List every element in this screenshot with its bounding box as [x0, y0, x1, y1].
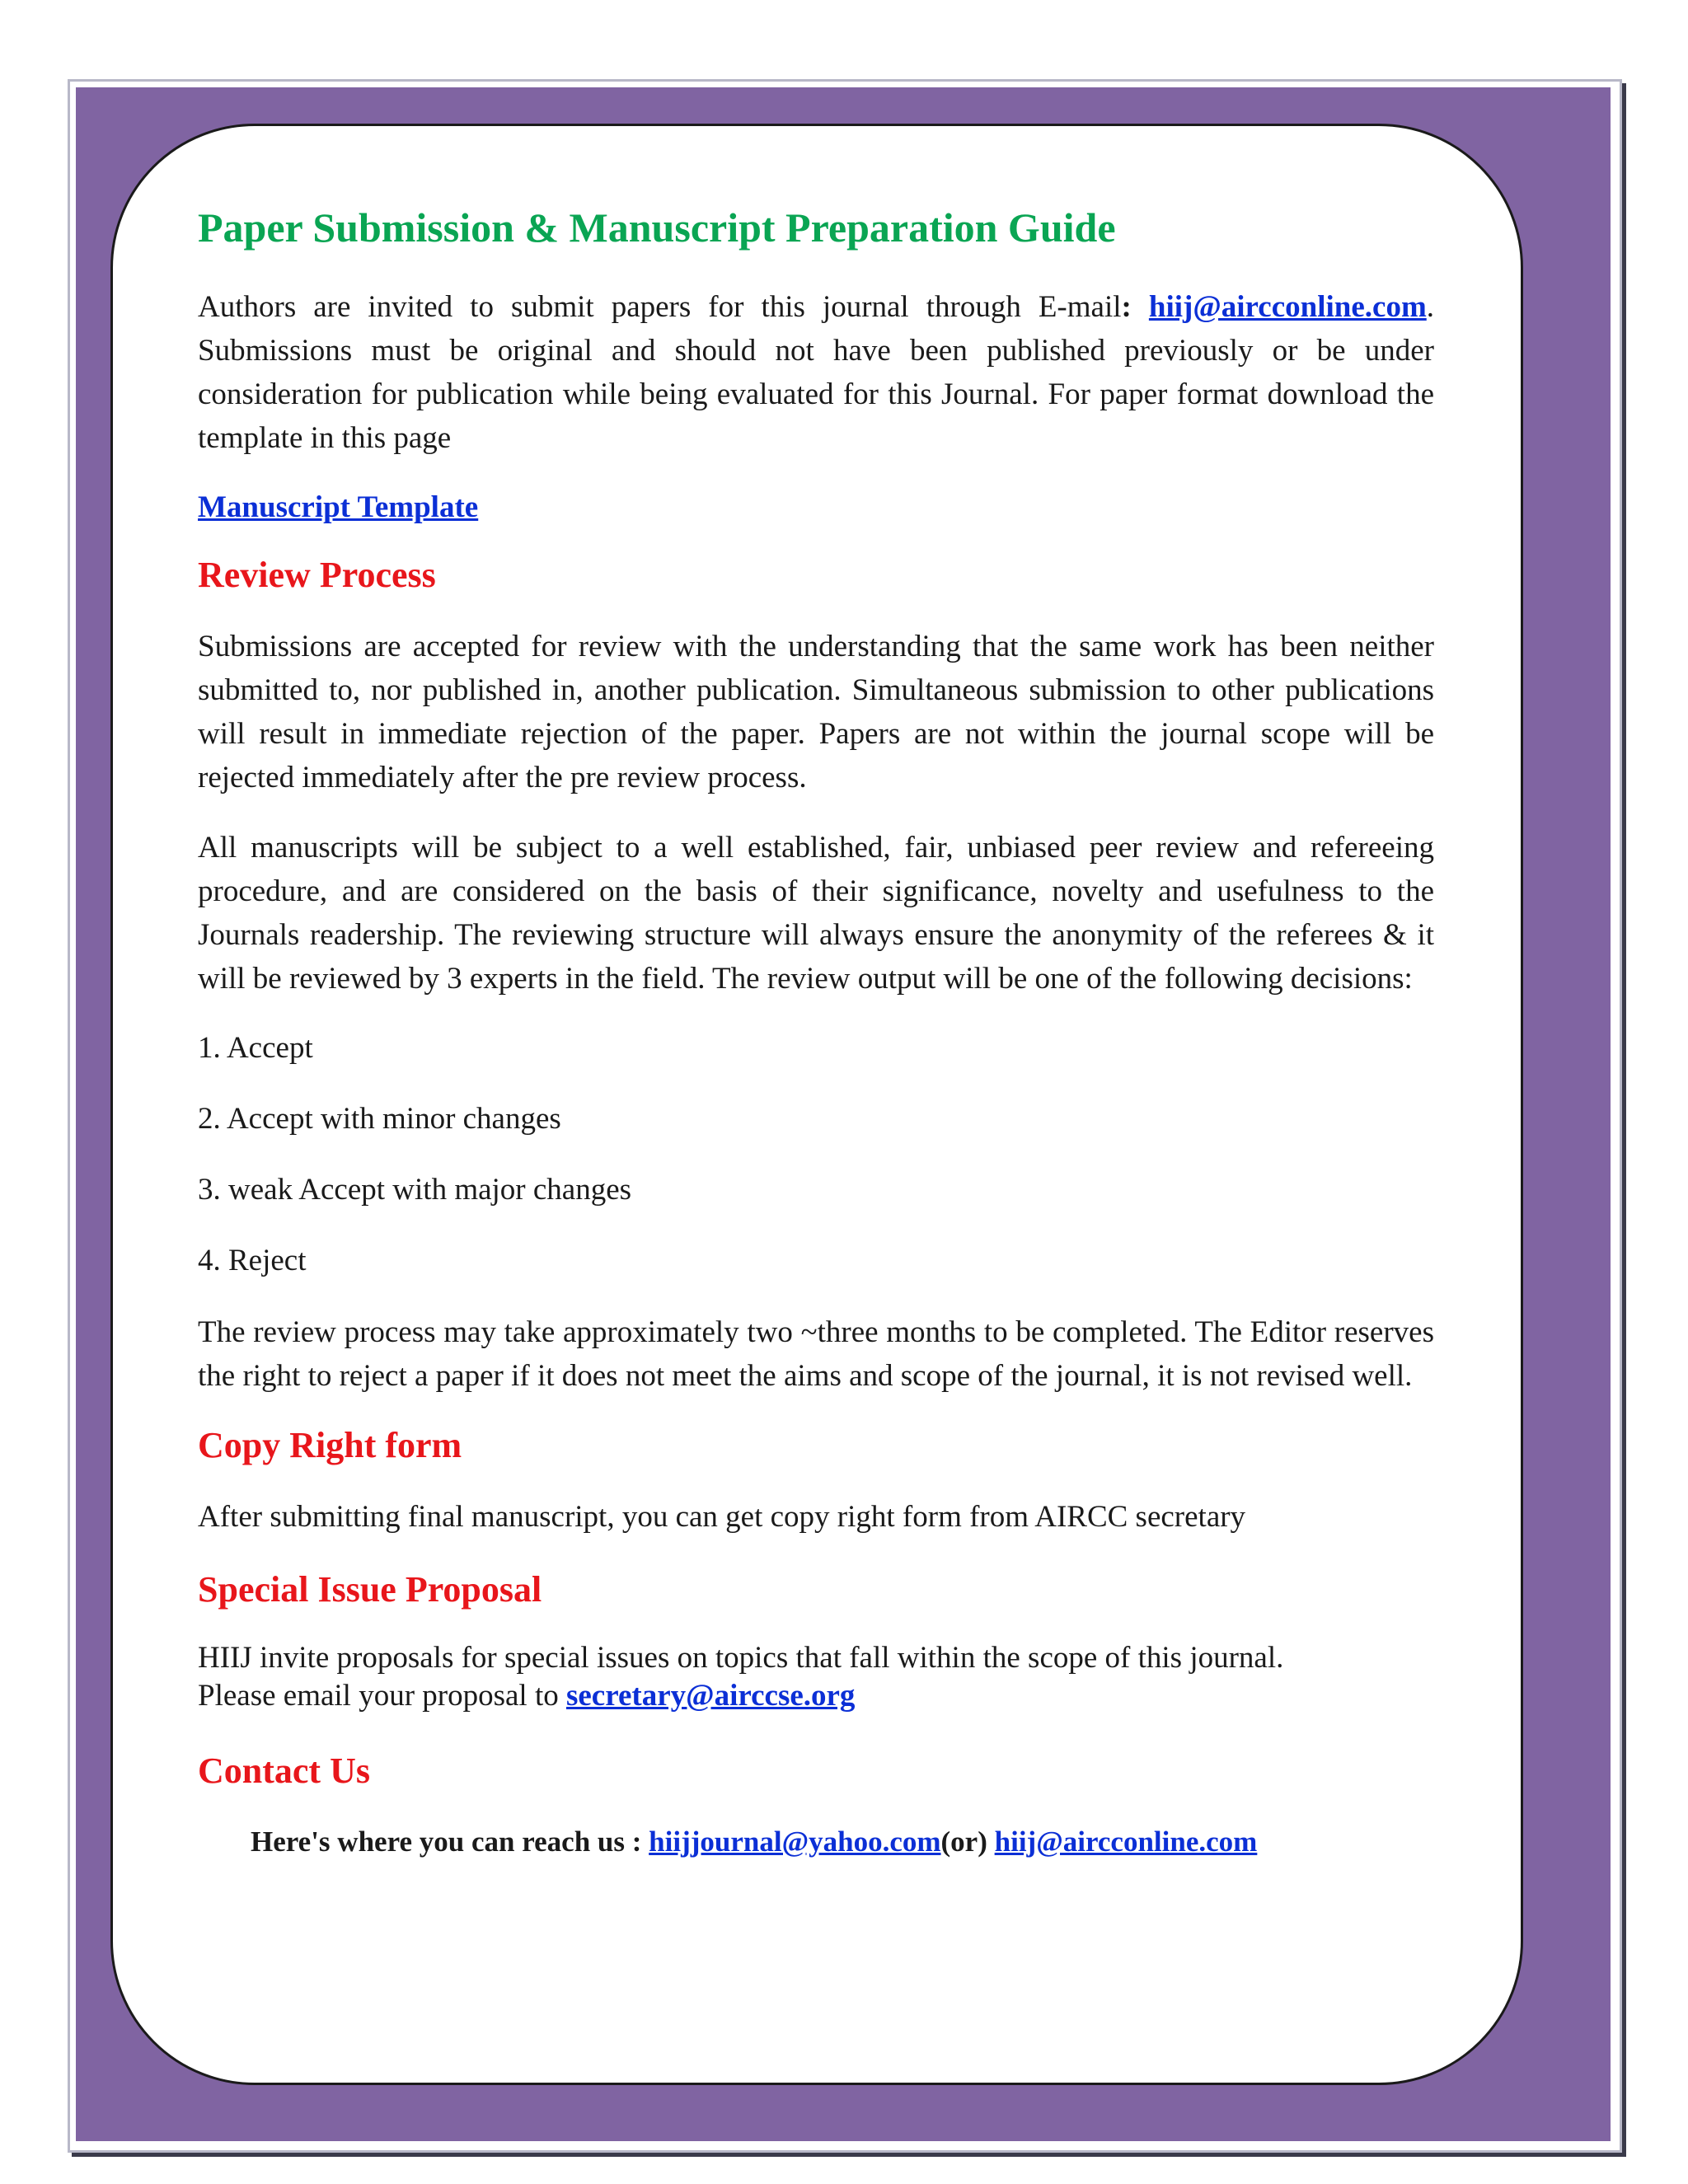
- template-link-row: [198, 486, 1434, 529]
- decision-item: 2. Accept with minor changes: [198, 1102, 561, 1136]
- special-issue-prefix: Please email your proposal to: [198, 1679, 566, 1713]
- yahoo-email-link[interactable]: hiijjournal@yahoo.com: [649, 1825, 941, 1858]
- special-issue-text: [198, 1639, 1434, 1715]
- contact-us-heading: Contact Us: [198, 1750, 370, 1791]
- manuscript-template-link[interactable]: Manuscript Template: [198, 490, 479, 524]
- decision-item: 1. Accept: [198, 1031, 313, 1065]
- review-paragraph-3: The review process may take approximately two ~three months to be completed. The Editor reserves the right to reject a paper if it does not meet the aims and scope of the journal, it is not revised well.: [198, 1315, 1434, 1393]
- contact-line: [251, 1821, 1434, 1863]
- decision-item: 3. weak Accept with major changes: [198, 1173, 632, 1207]
- review-process-heading: Review Process: [198, 555, 436, 595]
- special-issue-heading: Special Issue Proposal: [198, 1569, 542, 1610]
- contact-prefix: Here's where you can reach us :: [251, 1825, 649, 1858]
- special-issue-line-2: [198, 1677, 1434, 1715]
- submission-email-link[interactable]: hiij@aircconline.com: [1148, 290, 1427, 324]
- review-paragraph-1: Submissions are accepted for review with the understanding that the same work has been neither submitted to, nor published in, another publication. Simultaneous submission to other publications will result in immediate rejection of the paper. Papers are not within the journal scope will be rejected immediately after the pre review process.: [198, 630, 1434, 794]
- review-paragraph-2: All manuscripts will be subject to a well established, fair, unbiased peer review and refereeing procedure, and are considered on the basis of their significance, novelty and usefulness to the Journals readership. The reviewing structure will always ensure the anonymity of the referees & it will be reviewed by 3 experts in the field. The review output will be one of the following decisions:: [198, 831, 1434, 996]
- page-title: Paper Submission & Manuscript Preparation Guide: [198, 204, 1116, 251]
- intro-paragraph: [198, 285, 1434, 460]
- special-issue-line-1: HIIJ invite proposals for special issues on topics that fall within the scope of this journal.: [198, 1641, 1284, 1675]
- decision-item: 4. Reject: [198, 1244, 307, 1277]
- intro-text: Authors are invited to submit papers for this journal through E-mail: [198, 290, 1122, 324]
- secretary-email-link[interactable]: secretary@airccse.org: [565, 1679, 856, 1713]
- contact-separator: (or): [940, 1825, 995, 1858]
- aircc-email-link[interactable]: hiij@aircconline.com: [994, 1825, 1258, 1858]
- content: [198, 198, 1434, 1863]
- intro-colon: :: [1121, 290, 1132, 324]
- intro-text-continued: . Submissions must be original and should not have been published previously or be under consideration for publication while being evaluated for this Journal. For paper format download the template in this page: [198, 290, 1435, 455]
- copyright-text: After submitting final manuscript, you can get copy right form from AIRCC secretary: [198, 1500, 1246, 1534]
- copyright-heading: Copy Right form: [198, 1425, 462, 1465]
